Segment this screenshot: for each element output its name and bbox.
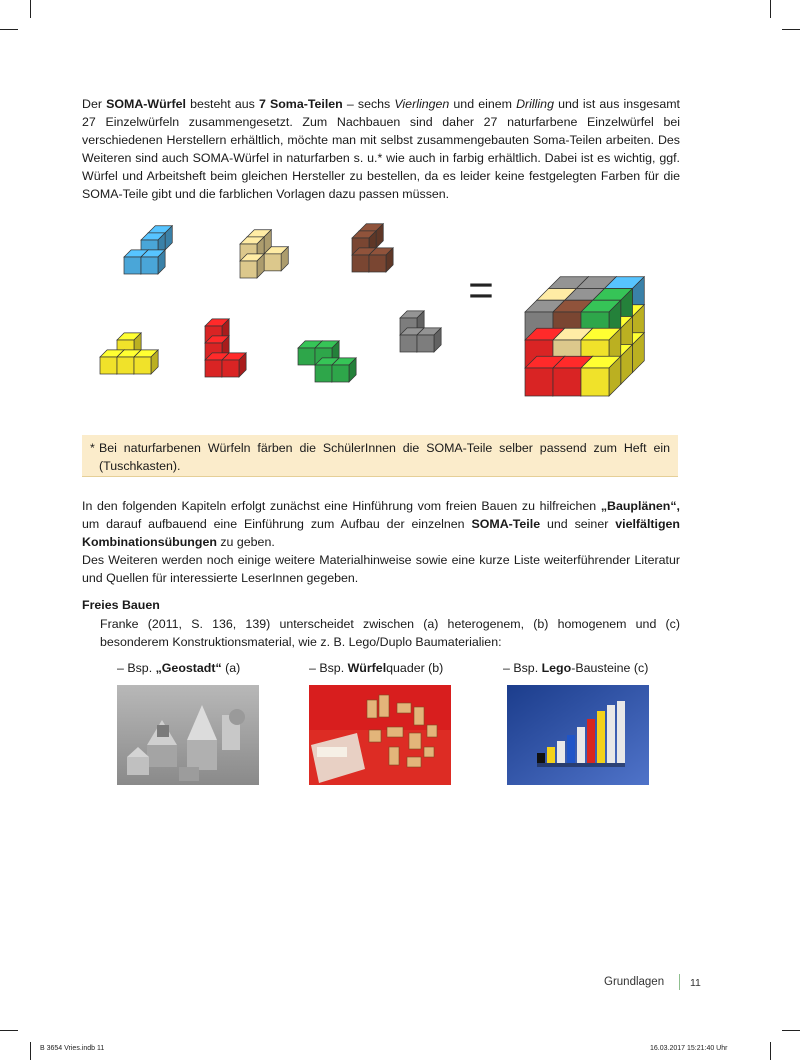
caption-prefix: Bsp. [509,661,542,675]
photo-lego [507,685,649,785]
footer-section-label: Grundlagen [604,976,665,988]
chapters-text-3: und seiner [540,517,616,531]
crop-mark-bottom-right-h [782,1030,800,1031]
photo-geostadt [117,685,259,785]
example-caption-geostadt [117,661,240,675]
crop-mark-top-left-v [30,0,31,18]
soma-piece-gray [400,311,441,352]
print-slug-file: B 3654 Vries.indb 11 [40,1045,105,1052]
page-number: 11 [690,977,701,989]
assembled-soma-cube [525,277,644,396]
note-asterisk: * [90,441,95,455]
soma-cube-unit [581,356,621,396]
example-caption-lego [503,661,648,675]
intro-text-5: und ist aus insgesamt 27 Einzelwürfeln zusammengesetzt. Zum Nachbauen sind daher 27 naturfarbene Einzelwürfel bei verschiedenen Herstellern erhältlich, möchte man mit selbst zusammengebauten Soma-Teilen arbeiten. Des Weiteren sind auch SOMA-Würfel in naturfarben s. u.* wie auch in farbig erhältlich. Dabei ist es wichtig, ggf. Würfel und Arbeitsheft beim gleichen Hersteller zu bestellen, da es leider keine festgelegten Farben für die SOMA-Teile gibt und die farblichen Vorlagen dazu passen müssen. [82,97,680,201]
soma-piece-brown [352,224,393,272]
soma-cube-unit [332,358,356,382]
intro-paragraph [82,95,680,203]
soma-piece-red [205,319,246,377]
chapters-bold-soma-teile: SOMA-Teile [471,517,541,531]
crop-mark-top-right-v [770,0,771,18]
note-text: Bei naturfarbenen Würfeln färben die SchülerInnen die SOMA-Teile selber passend zum Heft ein (Tuschkasten). [99,441,670,473]
caption-suffix: quader (b) [386,661,444,675]
chapters-bold-bauplaene: „Bauplänen“, [600,499,680,513]
caption-dash: – [503,661,510,675]
soma-piece-blue [124,226,172,274]
chapters-bold-kombinationsuebungen: vielfältigen Kombinationsübungen [82,517,680,549]
chapters-text-4: zu geben. [216,535,275,549]
soma-figure [0,205,800,405]
crop-mark-bottom-right-v [770,1042,771,1060]
caption-bold: Würfel [347,661,387,675]
soma-cube-unit [264,247,288,271]
chapters-text-1: In den folgenden Kapiteln erfolgt zunächst eine Hinführung vom freien Bauen zu hilfreichen [82,499,601,513]
intro-bold-soma-teile: 7 Soma-Teilen [258,97,343,111]
soma-cube-unit [369,248,393,272]
soma-cube-unit [134,350,158,374]
intro-text-3: – sechs [342,97,395,111]
soma-piece-green [298,341,356,382]
crop-mark-bottom-left-v [30,1042,31,1060]
equals-sign: = [468,266,494,315]
soma-piece-beige [240,230,288,278]
section-text: Franke (2011, S. 136, 139) unterscheidet zwischen (a) heterogenem, (b) homogenem und (c) besonderem Konstruktionsmaterial, wie z. B. Lego/Duplo Baumaterialien: [100,617,680,649]
caption-dash: – [117,661,124,675]
caption-dash: – [309,661,316,675]
crop-mark-top-left-h [0,29,18,30]
soma-cube-unit [141,250,165,274]
intro-text-4: und einem [449,97,517,111]
section-heading: Freies Bauen [82,598,160,612]
intro-bold-soma-wuerfel: SOMA-Würfel [106,97,186,111]
caption-bold: Lego [541,661,572,675]
footer-divider [679,974,680,990]
chapters-text-5: Des Weiteren werden noch einige weitere Materialhinweise sowie eine kurze Liste weiterführender Literatur und Quellen für interessierte LeserInnen gegeben. [82,553,680,585]
caption-prefix: Bsp. [315,661,348,675]
intro-text-2: besteht aus [185,97,259,111]
note-box [82,435,678,477]
crop-mark-top-right-h [782,29,800,30]
photo-wuerfelquader [309,685,451,785]
soma-cube-unit [240,254,264,278]
chapters-text-2: um darauf aufbauend eine Einführung zum Aufbau der einzelnen [82,517,472,531]
caption-suffix: (a) [221,661,241,675]
caption-bold: „Geostadt“ [155,661,222,675]
caption-prefix: Bsp. [123,661,156,675]
soma-cube-unit [417,328,441,352]
soma-piece-yellow [100,333,158,374]
chapters-paragraph [82,497,680,587]
intro-italic-drilling: Drilling [516,97,554,111]
example-caption-wuerfelquader [309,661,443,675]
print-slug-date: 16.03.2017 15:21:40 Uhr [650,1045,728,1052]
crop-mark-bottom-left-h [0,1030,18,1031]
caption-suffix: -Bausteine (c) [571,661,649,675]
intro-text-1: Der [82,97,107,111]
soma-cube-unit [222,353,246,377]
intro-italic-vierlingen: Vierlingen [394,97,450,111]
